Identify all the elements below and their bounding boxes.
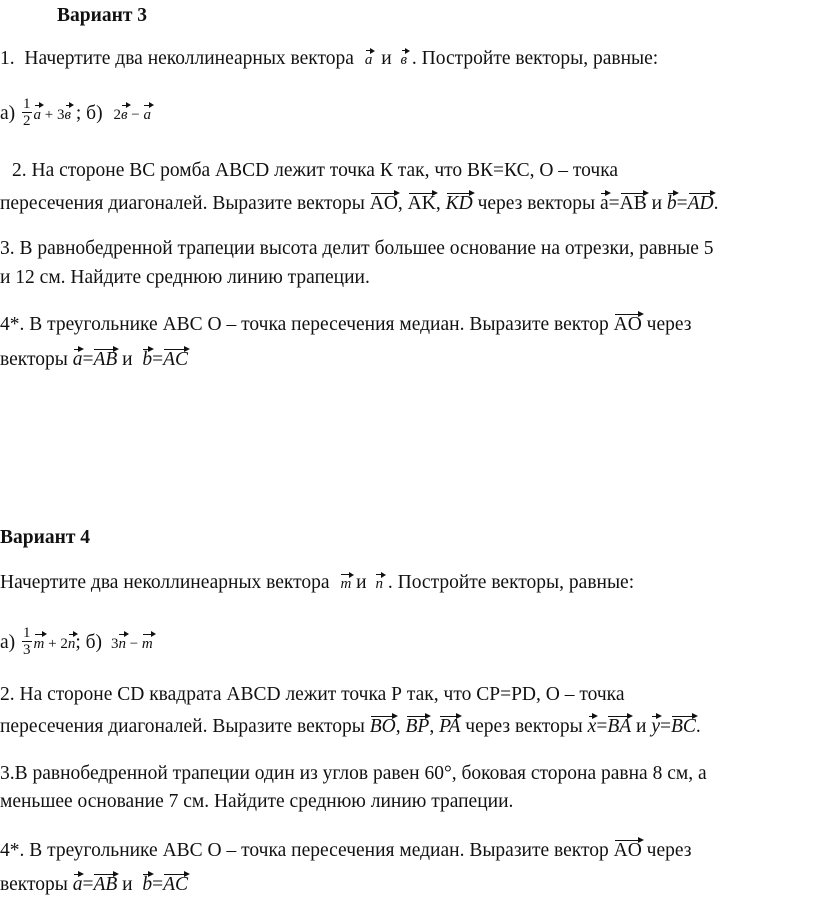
vector-a-def: a	[599, 193, 609, 214]
v3-task-4-text: 4*. В треугольнике АВС О – точка пересечения медиан. Выразите вектор	[0, 314, 609, 335]
v4-task-3-line-1: 3.В равнобедренной трапеции один из углов равен 60°, боковая сторона равна 8 см, а	[0, 763, 707, 784]
v4-expr-b-vector-m: m	[142, 633, 153, 655]
vector-b-task4: b	[142, 349, 153, 370]
v3-expr-b-minus: −	[127, 106, 144, 123]
vector-AD: AD	[687, 193, 714, 214]
vector-BA: BA	[607, 716, 632, 737]
v3-expr-b-vector-a: a	[143, 104, 151, 126]
v4-task-2-via: через векторы	[465, 716, 583, 737]
v3-task-3-line-1: 3. В равнобедренной трапеции высота делит большее основание на отрезки, равные 5	[0, 238, 714, 259]
v3-expr-a-vector-b: в	[65, 104, 72, 126]
v4-task-4-line-2: векторы a=AB и b=AC	[0, 874, 189, 895]
vector-AK: AK	[407, 193, 436, 214]
v4-expr-b-minus: −	[125, 635, 142, 652]
vector-AB-task4: AB	[93, 349, 118, 370]
v4-task-4-via: через	[646, 840, 692, 861]
v3-task-4-line-2: векторы a=AB и b=AC	[0, 349, 189, 370]
v4-task-1-text: Начертите два неколлинеарных вектора	[0, 572, 330, 593]
v4-task-2-line-1: 2. На стороне CD квадрата ABCD лежит точка Р так, что СР=PD, О – точка	[0, 684, 625, 705]
v3-expr-a-mid: + 3	[41, 106, 65, 123]
vector-n: n	[375, 573, 383, 595]
v4-expr-a-mid: + 2	[44, 635, 68, 652]
v4-expr-b-vector-n: n	[118, 633, 126, 655]
vector-m: m	[340, 573, 351, 595]
v4-task-2-text: пересечения диагоналей. Выразите векторы	[0, 716, 365, 737]
v4-task-4-text: 4*. В треугольнике АВС О – точка пересечения медиан. Выразите вектор	[0, 840, 609, 861]
v4-task-2-and: и	[636, 716, 647, 737]
vector-a: a	[365, 49, 373, 71]
vector-b-def: b	[666, 193, 677, 214]
variant-4-title: Вариант 4	[0, 527, 91, 548]
vector-AC-task4: AC	[163, 349, 189, 370]
v3-expr-a-vector-a: a	[34, 104, 42, 126]
vector-x-def: x	[587, 716, 597, 737]
vector-b: в	[401, 49, 408, 71]
v4-task-1-expressions	[0, 627, 153, 660]
v3-separator: ; б)	[75, 102, 103, 124]
v3-expr-b-coef: 2	[113, 106, 121, 123]
v3-fraction	[22, 96, 32, 129]
v4-fraction-numerator: 1	[23, 625, 31, 641]
vector-AO: AO	[369, 193, 398, 214]
v3-task-4-and: и	[122, 349, 133, 370]
v3-task-2-text: пересечения диагоналей. Выразите векторы	[0, 193, 365, 214]
v3-fraction-denominator: 2	[23, 113, 31, 129]
v3-task-1-and: и	[381, 48, 392, 69]
vector-BC: BC	[670, 716, 696, 737]
v3-task-2-line-1: 2. На стороне ВС ромба ABCD лежит точка К так, что ВК=КС, О – точка	[12, 160, 619, 181]
vector-BP: BP	[405, 716, 430, 737]
v3-task-1-expressions	[0, 98, 151, 131]
v4-task-3-line-2: меньшее основание 7 см. Найдите среднюю линию трапеции.	[0, 791, 514, 812]
v3-item-a-label: а)	[0, 102, 16, 124]
vector-b-task4-v4: b	[142, 874, 153, 895]
vector-a-task4-v4: a	[72, 874, 83, 895]
vector-AB-task4-v4: AB	[93, 874, 118, 895]
v4-task-4-and: и	[122, 874, 133, 895]
vector-a-task4: a	[72, 349, 83, 370]
v3-task-2-line-2: пересечения диагоналей. Выразите векторы AO, AK, KD через векторы a=AB и b=AD.	[0, 193, 719, 214]
v4-task-1-text-end: . Постройте векторы, равные:	[387, 572, 635, 593]
variant-3-title: Вариант 3	[57, 5, 148, 26]
v4-fraction	[22, 625, 32, 658]
vector-PA: PA	[439, 716, 461, 737]
v4-task-2-line-2: пересечения диагоналей. Выразите векторы BO, BP, PA через векторы x=BA и y=BC.	[0, 716, 701, 737]
vector-AO-task4-v4: AO	[613, 840, 642, 861]
v3-task-1-text: Начертите два неколлинеарных вектора	[24, 48, 354, 69]
v4-item-a-label: а)	[0, 631, 16, 653]
v3-task-3-line-2: и 12 см. Найдите среднюю линию трапеции.	[0, 267, 370, 288]
vector-KD: KD	[445, 193, 473, 214]
v3-fraction-numerator: 1	[23, 96, 31, 112]
v4-expr-a-vector-m: m	[34, 633, 45, 655]
v3-task-4-line-1	[0, 314, 691, 336]
v3-task-1-text-end: . Постройте векторы, равные:	[411, 48, 659, 69]
vector-AO-task4: AO	[613, 314, 642, 335]
vector-AB: AB	[619, 193, 647, 214]
v3-task-4-via: через	[646, 314, 692, 335]
v3-expr-b-vector-b: в	[121, 104, 128, 126]
v4-separator: ; б)	[75, 631, 103, 653]
v3-task-1-number: 1.	[0, 48, 15, 69]
v4-expr-b-coef: 3	[110, 635, 119, 652]
v4-expr-a-vector-n: n	[68, 633, 76, 655]
v4-task-4-line-1	[0, 840, 691, 862]
vector-y-def: y	[651, 716, 660, 737]
v4-fraction-denominator: 3	[23, 642, 31, 658]
v4-task-1-and: и	[356, 572, 367, 593]
v3-task-2-via: через векторы	[477, 193, 596, 214]
vector-AC-task4-v4: AC	[163, 874, 189, 895]
vector-BO: BO	[369, 716, 396, 737]
v4-task-4-vectors-label: векторы	[0, 874, 68, 895]
v3-task-4-vectors-label: векторы	[0, 349, 68, 370]
v4-task-1	[0, 572, 634, 595]
v3-task-1	[0, 48, 658, 71]
v3-task-2-and: и	[651, 193, 663, 214]
